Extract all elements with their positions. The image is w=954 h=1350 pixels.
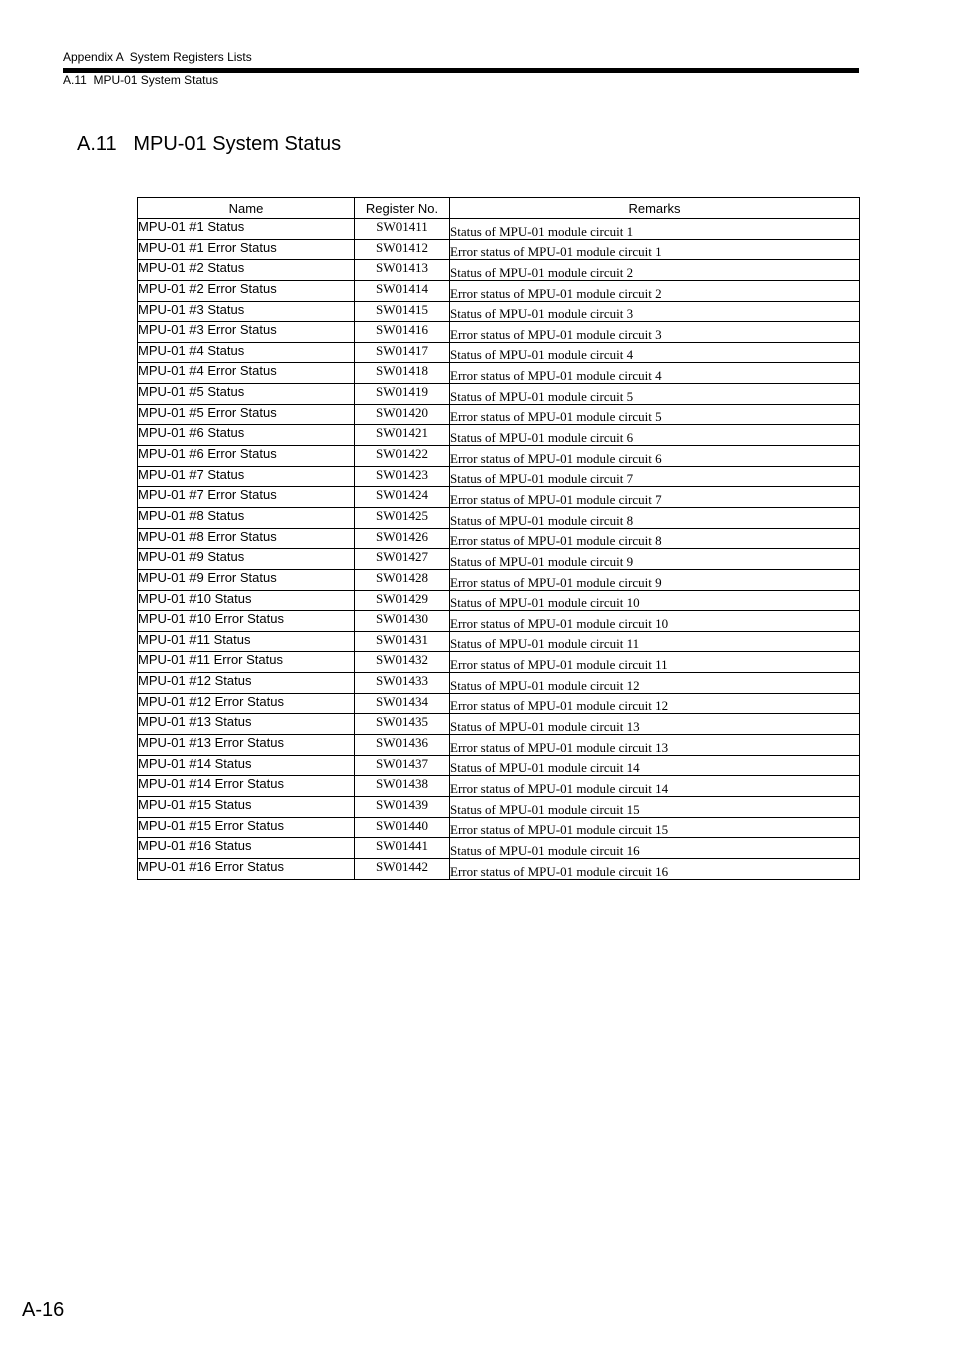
column-header-remarks: Remarks — [450, 198, 860, 219]
table-row — [138, 817, 860, 838]
page-number: A-16 — [22, 1299, 65, 1321]
table-row — [138, 466, 860, 487]
register-name-cell: MPU-01 #3 Status — [138, 301, 355, 322]
register-name-cell: MPU-01 #8 Error Status — [138, 528, 355, 549]
register-name-cell: MPU-01 #11 Error Status — [138, 652, 355, 673]
register-number-cell: SW01420 — [355, 404, 450, 425]
register-name-cell: MPU-01 #5 Error Status — [138, 404, 355, 425]
register-name-cell: MPU-01 #15 Status — [138, 796, 355, 817]
table-row — [138, 590, 860, 611]
register-remarks-cell: Status of MPU-01 module circuit 2 — [450, 260, 860, 281]
table-row — [138, 735, 860, 756]
register-name-cell: MPU-01 #9 Error Status — [138, 569, 355, 590]
register-number-cell: SW01440 — [355, 817, 450, 838]
register-number-cell: SW01439 — [355, 796, 450, 817]
register-name-cell: MPU-01 #10 Error Status — [138, 611, 355, 632]
register-name-cell: MPU-01 #3 Error Status — [138, 322, 355, 343]
table-row — [138, 404, 860, 425]
register-remarks-cell: Status of MPU-01 module circuit 11 — [450, 631, 860, 652]
register-remarks-cell: Status of MPU-01 module circuit 15 — [450, 796, 860, 817]
register-remarks-cell: Error status of MPU-01 module circuit 13 — [450, 735, 860, 756]
register-number-cell: SW01432 — [355, 652, 450, 673]
register-number-cell: SW01424 — [355, 487, 450, 508]
register-number-cell: SW01423 — [355, 466, 450, 487]
register-name-cell: MPU-01 #7 Error Status — [138, 487, 355, 508]
register-number-cell: SW01427 — [355, 549, 450, 570]
table-row — [138, 384, 860, 405]
register-number-cell: SW01429 — [355, 590, 450, 611]
table-row — [138, 528, 860, 549]
register-name-cell: MPU-01 #4 Error Status — [138, 363, 355, 384]
page-title: A.11 MPU-01 System Status — [77, 133, 342, 155]
table-row — [138, 322, 860, 343]
register-remarks-cell: Status of MPU-01 module circuit 5 — [450, 384, 860, 405]
register-number-cell: SW01415 — [355, 301, 450, 322]
table-row — [138, 652, 860, 673]
register-number-cell: SW01438 — [355, 776, 450, 797]
register-remarks-cell: Error status of MPU-01 module circuit 2 — [450, 280, 860, 301]
register-remarks-cell: Status of MPU-01 module circuit 9 — [450, 549, 860, 570]
table-row — [138, 487, 860, 508]
register-name-cell: MPU-01 #7 Status — [138, 466, 355, 487]
register-remarks-cell: Error status of MPU-01 module circuit 1 — [450, 239, 860, 260]
register-remarks-cell: Error status of MPU-01 module circuit 11 — [450, 652, 860, 673]
table-row — [138, 507, 860, 528]
table-row — [138, 838, 860, 859]
register-number-cell: SW01436 — [355, 735, 450, 756]
table-row — [138, 363, 860, 384]
register-remarks-cell: Error status of MPU-01 module circuit 6 — [450, 446, 860, 467]
table-row — [138, 342, 860, 363]
register-name-cell: MPU-01 #5 Status — [138, 384, 355, 405]
register-number-cell: SW01425 — [355, 507, 450, 528]
register-name-cell: MPU-01 #2 Status — [138, 260, 355, 281]
register-name-cell: MPU-01 #12 Error Status — [138, 693, 355, 714]
table-row — [138, 673, 860, 694]
register-name-cell: MPU-01 #16 Status — [138, 838, 355, 859]
table-row — [138, 631, 860, 652]
register-number-cell: SW01417 — [355, 342, 450, 363]
register-name-cell: MPU-01 #6 Error Status — [138, 446, 355, 467]
column-header-name: Name — [138, 198, 355, 219]
register-name-cell: MPU-01 #10 Status — [138, 590, 355, 611]
column-header-register: Register No. — [355, 198, 450, 219]
register-remarks-cell: Error status of MPU-01 module circuit 4 — [450, 363, 860, 384]
register-remarks-cell: Status of MPU-01 module circuit 13 — [450, 714, 860, 735]
register-name-cell: MPU-01 #13 Status — [138, 714, 355, 735]
register-name-cell: MPU-01 #13 Error Status — [138, 735, 355, 756]
table-row — [138, 425, 860, 446]
register-number-cell: SW01421 — [355, 425, 450, 446]
register-name-cell: MPU-01 #1 Status — [138, 219, 355, 240]
table-row — [138, 301, 860, 322]
register-table — [137, 197, 860, 880]
register-remarks-cell: Error status of MPU-01 module circuit 10 — [450, 611, 860, 632]
register-name-cell: MPU-01 #9 Status — [138, 549, 355, 570]
table-row — [138, 549, 860, 570]
table-row — [138, 239, 860, 260]
register-remarks-cell: Status of MPU-01 module circuit 14 — [450, 755, 860, 776]
register-name-cell: MPU-01 #2 Error Status — [138, 280, 355, 301]
register-name-cell: MPU-01 #14 Error Status — [138, 776, 355, 797]
register-name-cell: MPU-01 #6 Status — [138, 425, 355, 446]
table-row — [138, 280, 860, 301]
register-number-cell: SW01431 — [355, 631, 450, 652]
register-remarks-cell: Status of MPU-01 module circuit 12 — [450, 673, 860, 694]
register-remarks-cell: Status of MPU-01 module circuit 7 — [450, 466, 860, 487]
register-number-cell: SW01411 — [355, 219, 450, 240]
table-header-row — [138, 198, 860, 219]
register-number-cell: SW01426 — [355, 528, 450, 549]
register-remarks-cell: Error status of MPU-01 module circuit 3 — [450, 322, 860, 343]
register-number-cell: SW01416 — [355, 322, 450, 343]
register-remarks-cell: Status of MPU-01 module circuit 1 — [450, 219, 860, 240]
register-remarks-cell: Error status of MPU-01 module circuit 9 — [450, 569, 860, 590]
table-row — [138, 260, 860, 281]
register-remarks-cell: Error status of MPU-01 module circuit 7 — [450, 487, 860, 508]
table-body — [138, 219, 860, 880]
register-remarks-cell: Error status of MPU-01 module circuit 5 — [450, 404, 860, 425]
table-row — [138, 776, 860, 797]
register-name-cell: MPU-01 #16 Error Status — [138, 858, 355, 879]
register-remarks-cell: Status of MPU-01 module circuit 3 — [450, 301, 860, 322]
table-row — [138, 611, 860, 632]
register-number-cell: SW01413 — [355, 260, 450, 281]
table-row — [138, 219, 860, 240]
table-row — [138, 714, 860, 735]
register-name-cell: MPU-01 #14 Status — [138, 755, 355, 776]
register-number-cell: SW01430 — [355, 611, 450, 632]
register-remarks-cell: Status of MPU-01 module circuit 4 — [450, 342, 860, 363]
register-number-cell: SW01412 — [355, 239, 450, 260]
register-remarks-cell: Status of MPU-01 module circuit 6 — [450, 425, 860, 446]
register-name-cell: MPU-01 #11 Status — [138, 631, 355, 652]
register-number-cell: SW01433 — [355, 673, 450, 694]
register-number-cell: SW01434 — [355, 693, 450, 714]
table-row — [138, 693, 860, 714]
register-number-cell: SW01422 — [355, 446, 450, 467]
register-remarks-cell: Status of MPU-01 module circuit 8 — [450, 507, 860, 528]
register-number-cell: SW01428 — [355, 569, 450, 590]
register-remarks-cell: Status of MPU-01 module circuit 10 — [450, 590, 860, 611]
register-name-cell: MPU-01 #12 Status — [138, 673, 355, 694]
running-header-section: A.11 MPU-01 System Status — [63, 73, 219, 87]
register-name-cell: MPU-01 #1 Error Status — [138, 239, 355, 260]
register-remarks-cell: Status of MPU-01 module circuit 16 — [450, 838, 860, 859]
register-name-cell: MPU-01 #4 Status — [138, 342, 355, 363]
register-number-cell: SW01414 — [355, 280, 450, 301]
table-row — [138, 569, 860, 590]
register-remarks-cell: Error status of MPU-01 module circuit 12 — [450, 693, 860, 714]
table-row — [138, 858, 860, 879]
register-number-cell: SW01441 — [355, 838, 450, 859]
register-number-cell: SW01418 — [355, 363, 450, 384]
register-remarks-cell: Error status of MPU-01 module circuit 14 — [450, 776, 860, 797]
table-row — [138, 446, 860, 467]
register-number-cell: SW01442 — [355, 858, 450, 879]
register-remarks-cell: Error status of MPU-01 module circuit 15 — [450, 817, 860, 838]
register-number-cell: SW01419 — [355, 384, 450, 405]
register-name-cell: MPU-01 #8 Status — [138, 507, 355, 528]
table-row — [138, 796, 860, 817]
running-header-chapter: Appendix A System Registers Lists — [63, 50, 252, 64]
register-name-cell: MPU-01 #15 Error Status — [138, 817, 355, 838]
register-number-cell: SW01435 — [355, 714, 450, 735]
register-remarks-cell: Error status of MPU-01 module circuit 16 — [450, 858, 860, 879]
table-row — [138, 755, 860, 776]
register-number-cell: SW01437 — [355, 755, 450, 776]
register-remarks-cell: Error status of MPU-01 module circuit 8 — [450, 528, 860, 549]
